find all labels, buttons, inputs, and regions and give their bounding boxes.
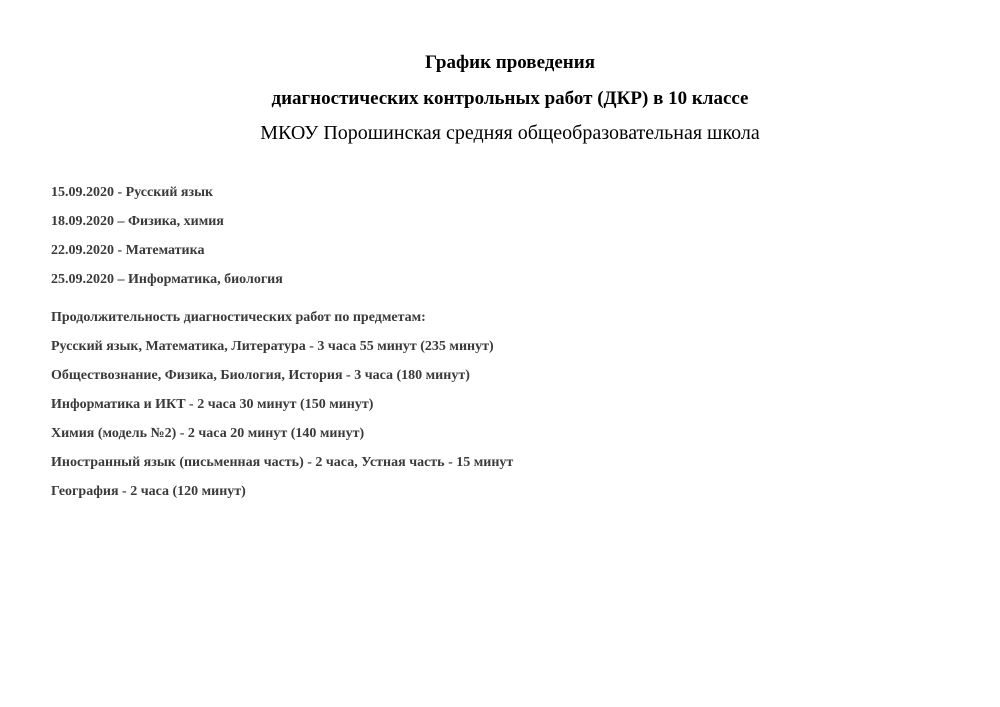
duration-item: Химия (модель №2) - 2 часа 20 минут (140 минут) — [51, 426, 365, 441]
duration-item: География - 2 часа (120 минут) — [51, 484, 246, 499]
exam-schedule-list — [51, 184, 951, 300]
schedule-item: 25.09.2020 – Информатика, биология — [51, 272, 283, 287]
schedule-item: 15.09.2020 - Русский язык — [51, 185, 214, 200]
duration-list — [51, 309, 951, 512]
title-line-2: диагностических контрольных работ (ДКР) в 10 классе — [271, 88, 749, 109]
duration-heading: Продолжительность диагностических работ по предметам: — [51, 310, 426, 325]
school-name: МКОУ Порошинская средняя общеобразовательная школа — [260, 122, 760, 144]
duration-item: Иностранный язык (письменная часть) - 2 часа, Устная часть - 15 минут — [51, 455, 514, 470]
title-line-1: График проведения — [425, 52, 595, 73]
duration-item: Информатика и ИКТ - 2 часа 30 минут (150 минут) — [51, 397, 374, 412]
schedule-item: 18.09.2020 – Физика, химия — [51, 214, 224, 229]
duration-item: Русский язык, Математика, Литература - 3 часа 55 минут (235 минут) — [51, 339, 494, 354]
duration-item: Обществознание, Физика, Биология, История - 3 часа (180 минут) — [51, 368, 470, 383]
schedule-item: 22.09.2020 - Математика — [51, 243, 205, 258]
